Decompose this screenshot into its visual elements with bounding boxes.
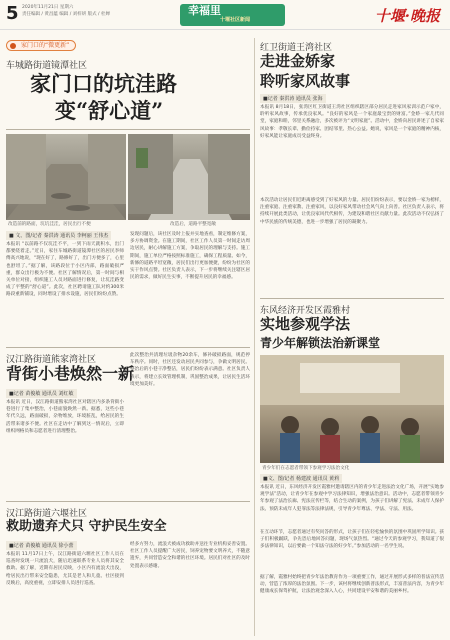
editor-line: 责任编辑 / 黄昌蕴 编辑 / 刘梓妍 版式 / 杜婵 bbox=[22, 12, 110, 17]
a2-byline: ■记者 苗俊敏 通讯员 刘红敏 bbox=[6, 389, 77, 398]
classroom-image bbox=[260, 355, 444, 463]
a5-body-p2: 在互动环节，志愿者通过有奖问答的形式，让孩子们在轻松愉快的氛围中巩固所学知识。孩子们积极踊跃，争先恐后地回答问题，现场气氛热烈。“通过今天的参观学习，我知道了很多法律知识，以后要做一个知法守法的好少年。”参加活动的一名学生说。 bbox=[260, 530, 444, 550]
bullet-icon bbox=[10, 43, 16, 49]
a3-body-col2: 经多方努力，流浪犬被成功救助并送往专业机构妥善安置。社区工作人员提醒广大居民，饲养宠物要文明养犬，不随意遗弃，共同营造安全和谐的社区环境。居民们对社区的及时处置表示感谢。 bbox=[130, 542, 250, 569]
masthead-meta bbox=[22, 4, 162, 18]
a2-body-col2: 此次整治共清理垃圾杂物20余车，修补破损路面，规范停车秩序。同时，社区还发动居民共同参与，争做文明居民。整治后的小巷干净整洁，居民们纷纷表示满意。社区负责人表示，将建立长效管理机制，巩固整治成果，让居民生活环境更加美好。 bbox=[130, 353, 250, 387]
date-line: 2020年11月21日 星期六 bbox=[22, 5, 74, 10]
a5-body-p1: 本报讯 近日，东风经济开发区霞雅村邀请辖区内的青少年走进法治文化广场，开展“实地参观学法”活动，让青少年在参观中学习法律知识，增强法治意识。活动中，志愿者带领青少年参观了法治长廊、宪法宣传栏等，结合生动的案例，为孩子们讲解了宪法、未成年人保护法、预防未成年人犯罪法等法律法规，引导青少年尊法、学法、守法、用法。 bbox=[260, 485, 444, 512]
a4-headline-line1: 走进金娇家 bbox=[260, 52, 336, 70]
a4-kicker: 红卫街道王湾社区 bbox=[260, 43, 333, 53]
a2-kicker: 汉江路街道熊家湾社区 bbox=[6, 355, 97, 365]
section-tag bbox=[6, 40, 76, 51]
a5-kicker: 东风经济开发区霞雅村 bbox=[260, 306, 351, 316]
section-brand bbox=[180, 4, 285, 26]
a5-headline-line1: 实地参观学法 bbox=[260, 315, 351, 333]
masthead bbox=[0, 0, 450, 30]
a3-kicker: 汉江路街道六堰社区 bbox=[6, 509, 88, 519]
a5-rule bbox=[260, 298, 444, 299]
a5-photo bbox=[260, 355, 444, 463]
section-tag-label: 家门口的“微更新” bbox=[21, 42, 70, 49]
a3-rule bbox=[6, 501, 250, 502]
page-number: 5 bbox=[6, 3, 19, 24]
a4-body-p2: 本次活动让居民们近距离感受到了好家风的力量。居民们纷纷表示，要以金娇一家为榜样，注重家庭、注重家教、注重家风，以良好家风带动社会风气向上向善。社区负责人表示，将持续开展此类活动，让优良家风代代相传，为建设和谐社区贡献力量。此次活动不仅弘扬了中华民族的传统美德，也进一步增强了居民的凝聚力。 bbox=[260, 198, 444, 225]
a3-byline: ■记者 苗俊敏 通讯员 徐小蕾 bbox=[6, 541, 77, 550]
a5-headline-line2: 青少年解锁法治新课堂 bbox=[260, 336, 381, 350]
a1-headline-line2: 变“舒心道” bbox=[55, 98, 164, 123]
a3-headline: 救助遗弃犬只 守护民生安全 bbox=[6, 519, 167, 534]
a5-caption: 青少年们在志愿者带领下参观学习法治文化 bbox=[262, 466, 350, 471]
a2-rule bbox=[6, 347, 250, 348]
newspaper-logo: 十堰·晚报 bbox=[374, 7, 440, 25]
a2-body-col1: 本报讯 近日，汉江路街道熊家湾社区对辖区内多条背街小巷进行了集中整治，小巷面貌焕然一新。据悉，这些小巷年代久远，路面破损，杂物堆放，环境脏乱，给居民的生活带来诸多不便。社区在走访中了解到这一情况后，立即组织网格员和志愿者进行清理整治。 bbox=[6, 400, 124, 434]
brand-sub: 十堰社区新闻 bbox=[220, 17, 251, 23]
column-divider bbox=[254, 38, 255, 636]
a1-kicker: 车城路街道镜潭社区 bbox=[6, 61, 88, 71]
alley-before-image bbox=[6, 134, 126, 220]
a1-body-col1: 本报讯 “以前路不仅坑洼不平，一到下雨天就积水，出门都要绕着走。”近日，家住车城路街道镜潭社区的居民李师傅高兴地说，“现在好了，路修好了，出门方便多了，心里也舒坦了。”据了解，该路段位于小区内部，路面破损严重，群众出行极为不便。社区了解情况后，第一时间与相关单位对接，组织施工人员对路面进行修复，让坑洼路变成了平整的“舒心道”。此次，社区聘请施工队对约300米路段重新铺设，同时增设了排水设施，居民们纷纷点赞。 bbox=[6, 242, 124, 298]
a4-headline-line2: 聆听家风故事 bbox=[260, 72, 351, 90]
brand-name: 幸福里 bbox=[188, 4, 221, 17]
a1-headline-line1: 家门口的坑洼路 bbox=[30, 71, 177, 96]
a1-photo-before bbox=[6, 134, 126, 220]
a5-body-p3: 据了解，霞雅村始终把青少年法治教育作为一项重要工作，通过开展形式多样的普法宣传活动，营造了浓厚的法治氛围。下一步，该村将继续创新普法形式，丰富普法内容，为青少年健康成长保驾护航，让法治观念深入人心，共同建设平安和谐的美丽乡村。 bbox=[260, 575, 444, 595]
a1-body-col2: 发现问题后，该社区及时上报并实地查看，制定维修方案，多方协调资金。在施工期间，社区工作人员第一时间走访周边居民，耐心讲解施工方案，争取居民的理解与支持。施工期间，施工单位严格按照标准施工，确保工程质量。如今，新修的道路平坦宽敞，居民们出行更加便捷，纷纷为社区的实干作风点赞。社区负责人表示，下一步将继续关注辖区居民的需求，做好民生实事，不断提升居民的幸福感。 bbox=[130, 232, 250, 281]
a1-byline: ■ 文、图/记者 秦洪涛 通讯员 李柯丽 王伟杰 bbox=[6, 231, 111, 240]
a1-photo-after bbox=[128, 134, 250, 220]
a3-body-col1: 本报讯 11月17日上午，汉江路街道六堰社区工作人员在巡查时发现一只流浪犬，随后迅速联系专业人员将其安全救助。据了解，近期有居民反映，小区内有流浪犬出没，给居民出行带来安全隐患，尤其是老人和儿童。社区接到反映后，高度重视，立即安排人员进行巡查。 bbox=[6, 552, 124, 586]
a5-byline: ■文、图/记者 杨建波 通讯员 黄莉 bbox=[260, 474, 342, 483]
a4-body-p1: 本报讯 8月18日，张湾区红卫街道王湾社区组织辖区部分居民走进家风家训示范户家中，聆听家风故事，传承优良家风。“良好的家风是一个家庭最宝贵的财富。”金娇一家几代同堂，家庭和睦，邻里关系融洽，多次被评为“文明家庭”。活动中，金娇向居民讲述了自家家风故事：孝敬长辈、勤俭持家、团结邻里、热心公益。她说，家风是一个家庭的精神内核，好家风能让家庭成员受益终身。 bbox=[260, 105, 444, 139]
alley-after-image bbox=[128, 134, 250, 220]
a2-headline: 背街小巷焕然一新 bbox=[6, 364, 135, 383]
a1-caption-before: 改造前的路面，坑坑洼洼，居民出行不便 bbox=[8, 222, 91, 227]
a1-rule bbox=[6, 129, 250, 130]
a4-byline: ■记者 秦洪涛 通讯员 张海 bbox=[260, 94, 326, 103]
a1-caption-after: 改造后，道路平整宽敞 bbox=[170, 222, 216, 227]
